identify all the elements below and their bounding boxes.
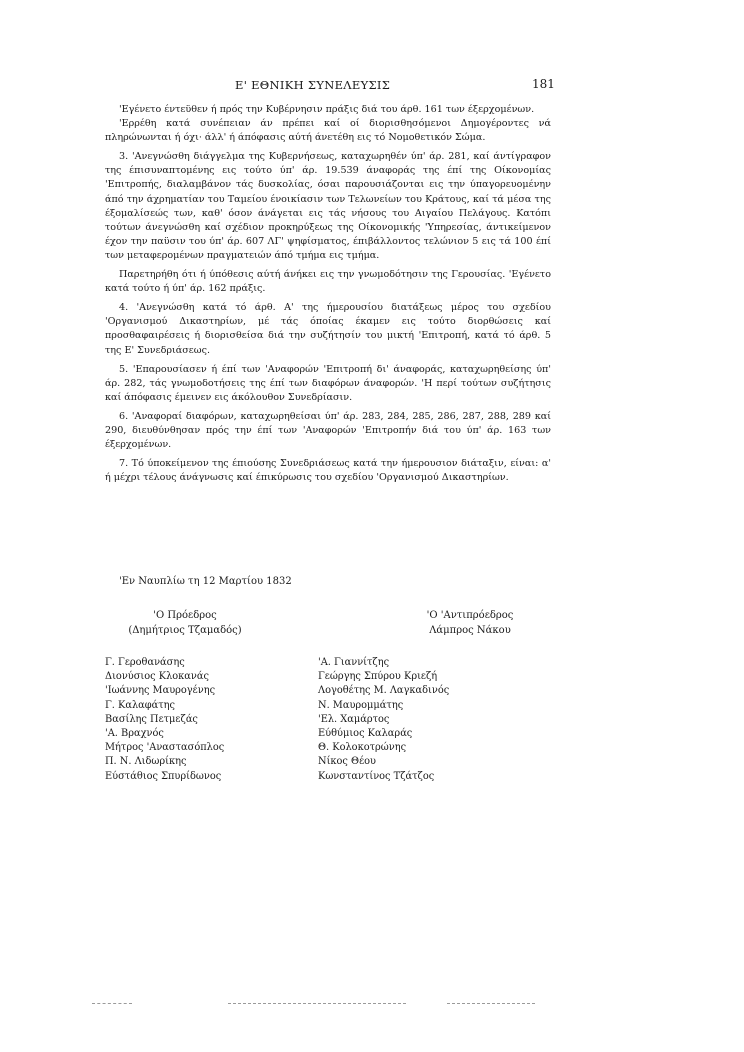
footer-dash-right bbox=[447, 1003, 535, 1004]
signatory-name: 'Α. Γιαννίτζης bbox=[318, 657, 390, 668]
vice-president-title: 'Ο 'Αντιπρόεδρος bbox=[426, 610, 514, 621]
footer-dash-center bbox=[228, 1003, 406, 1004]
signatory-name: Λογοθέτης Μ. Λαγκαδινός bbox=[318, 685, 450, 697]
footer-dash-left bbox=[92, 1003, 132, 1004]
president-name: (Δημήτριος Τζαμαδός) bbox=[128, 625, 242, 636]
signatory-name: Γεώργης Σπύρου Κριεζή bbox=[318, 671, 438, 683]
signatory-name: 'Ελ. Χαμάρτος bbox=[318, 713, 390, 725]
paragraph: 7. Τό ύποκείμενον της έπιούσης Συνεδριάσεως κατά την ήμερουσιον διάταξιν, είναι: α' ή μέχρι τέλους άνάγνωσις καί έπικύρωσις του σχεδίου 'Οργανισμού Δικαστηρίων. bbox=[105, 458, 551, 484]
body-text bbox=[105, 103, 551, 485]
signatory-name: 'Ιωάννης Μαυρογένης bbox=[105, 685, 216, 697]
signatories-left-column bbox=[105, 656, 224, 784]
paragraph: 'Ερρέθη κατά συνέπειαν άν πρέπει καί οί διορισθησόμενοι Δημογέροντες νά πληρώνωνται ή όχι· άλλ' ή άπόφασις αύτή άνετέθη εις τό Νομοθετικόν Σώμα. bbox=[105, 118, 551, 144]
signatory-name: Θ. Κολοκοτρώνης bbox=[318, 742, 407, 754]
president-title: 'Ο Πρόεδρος bbox=[153, 610, 217, 621]
signatory-name: Γ. Καλαφάτης bbox=[105, 699, 176, 711]
signatory-name: Εύστάθιος Σπυρίδωνος bbox=[105, 770, 222, 782]
signatory-name: Βασίλης Πετμεζάς bbox=[105, 713, 198, 725]
signatory-name: Μήτρος 'Αναστασόπλος bbox=[105, 742, 225, 754]
signatory-name: Κωνσταντίνος Τζάτζος bbox=[318, 770, 435, 782]
page-number: 181 bbox=[532, 77, 555, 91]
paragraph: 4. 'Ανεγνώσθη κατά τό άρθ. Α' της ήμερουσίου διατάξεως μέρος του σχεδίου 'Οργανισμού Δικαστηρίων, μέ τάς όποίας έκαμεν εις τούτο διορθώσεις καί προσθαφαιρέσεις ή διορισθείσα διά την συζήτησίν του μικτή 'Επιτροπή, κατά τό άρθ. 5 της Ε' Συνεδριάσεως. bbox=[105, 302, 551, 356]
paragraph: 'Εγένετο έντεϋθεν ή πρός την Κυβέρνησιν πράξις διά του άρθ. 161 των έξερχομένων. bbox=[119, 104, 535, 115]
place-date: 'Εν Ναυπλίω τη 12 Μαρτίου 1832 bbox=[119, 576, 292, 587]
signatory-name: Γ. Γεροθανάσης bbox=[105, 657, 185, 668]
vice-president-name: Λάμπρος Νάκου bbox=[429, 625, 511, 636]
paragraph: 6. 'Αναφοραί διαφόρων, καταχωρηθείσαι ύπ' άρ. 283, 284, 285, 286, 287, 288, 289 καί 290, διευθύνθησαν πρός την έπί των 'Αναφορών 'Επιτροπήν διά του ύπ' άρ. 163 των έξερχομένων. bbox=[105, 410, 551, 451]
signatory-name: Νίκος Θέου bbox=[318, 756, 376, 768]
signatory-name: Π. Ν. Λιδωρίκης bbox=[105, 756, 187, 768]
paragraph: 5. 'Επαρουσίασεν ή έπί των 'Αναφορών 'Επιτροπή δι' άναφοράς, καταχωρηθείσης ύπ' άρ. 282, τάς γνωμοδοτήσεις της έπί των διαφόρων άναφορών. 'Η περί τούτων συζήτησις καί άπόφασις έμεινεν εις άκόλουθον Συνεδρίασιν. bbox=[105, 363, 551, 403]
signatory-name: 'Α. Βραχνός bbox=[105, 728, 164, 740]
signatories-right-column bbox=[318, 656, 449, 784]
vice-president-block bbox=[400, 608, 540, 638]
signatory-name: Εύθύμιος Καλαράς bbox=[318, 728, 413, 740]
running-header-title: Ε' ΕΘΝΙΚΗ ΣΥΝΕΛΕΥΣΙΣ bbox=[235, 78, 391, 92]
signatory-name: Διονύσιος Κλοκανάς bbox=[105, 671, 209, 683]
paragraph: 3. 'Ανεγνώσθη διάγγελμα της Κυβερνήσεως, καταχωρηθέν ύπ' άρ. 281, καί άντίγραφον της έπισυναπτομένης εις τούτο ύπ' άρ. 19.539 άναφοράς της έπί της Οίκονομίας 'Επιτροπής, διαλαμβάνον τάς δυσκολίας, όσαι παρουσιάζονται εις την ύπαγορευομένην άπό την άχρηματίαν του Ταμείου ένοικίασιν των Τελωνείων του Κράτους, καί τά μέσα της έξομαλίσεώς των, καθ' όσον άνάγεται εις τάς νήσους του Αιγαίου Πελάγους. Κατόπι τούτων άνεγνώσθη καί σχέδιον προκηρύξεως της Οίκονομικής 'Υπηρεσίας, άντικείμενον έχον την παϋσιν του ύπ' άρ. 607 ΛΓ' ψηφίσματος, έπιβάλλοντος τελώνιον 5 εις τά 100 έπί των μεταφερομένων πραγματειών άπό τμήμα εις τμήμα. bbox=[105, 151, 551, 261]
paragraph: Παρετηρήθη ότι ή ύπόθεσις αύτή άνήκει εις την γνωμοδότησιν της Γερουσίας. 'Εγένετο κατά τούτο ή ύπ' άρ. 162 πράξις. bbox=[105, 269, 551, 295]
president-block bbox=[105, 608, 265, 638]
signatory-name: Ν. Μαυρομμάτης bbox=[318, 699, 404, 711]
